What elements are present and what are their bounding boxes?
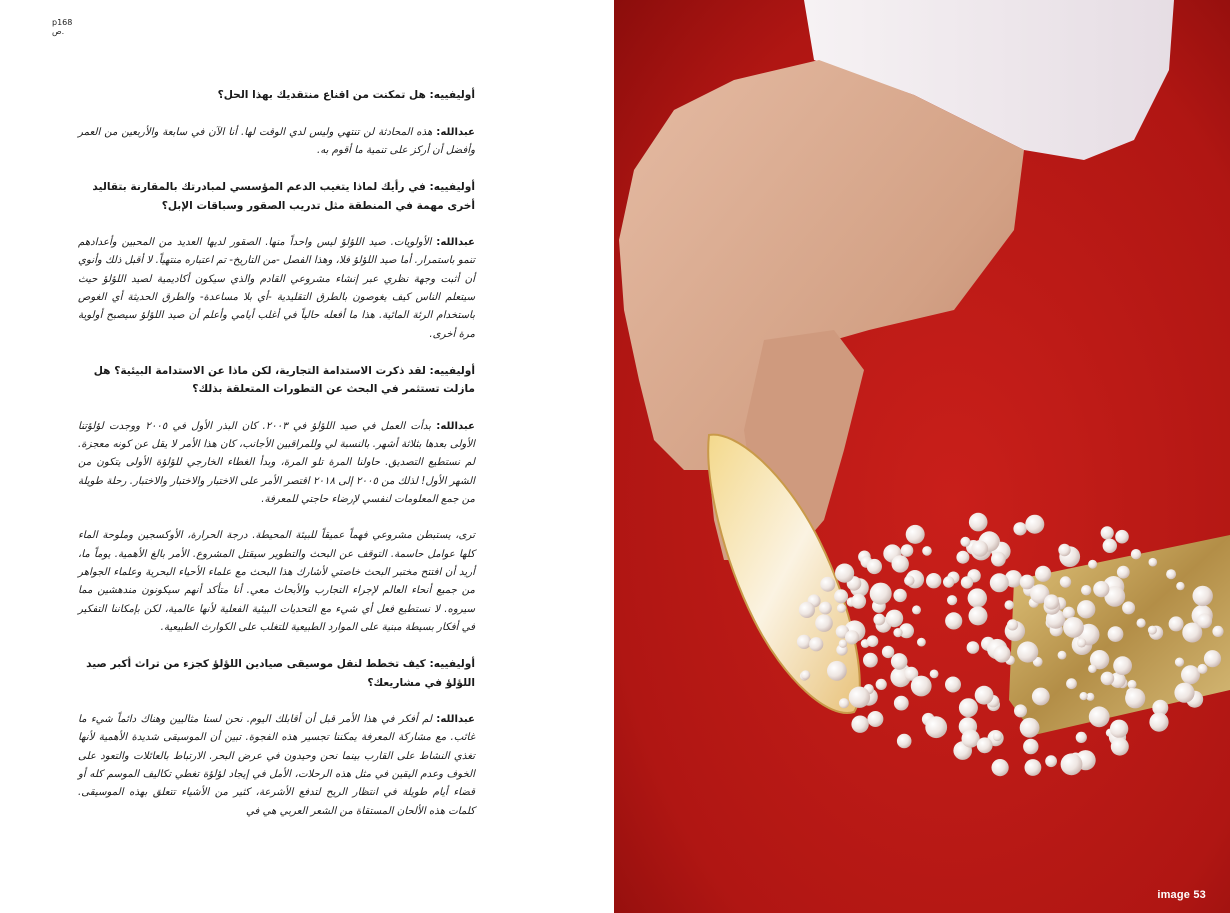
pearl	[845, 630, 859, 644]
paragraph-text: الأولويات. صيد اللؤلؤ ليس واحداً منها. الصقور لديها العديد من المحبين وأعدادهم تنمو باستمرار. أما صيد اللؤلؤ فلا، وهذا الفصل -من التاريخ- تم اعتباره منتهياً. لا أقبل ذلك وأنوي أن أثبت وجهة نظري عبر إنشاء مشروعي القادم والذي سيكون أكاديمية لصيد اللؤلؤ حيث سيتعلم الناس كيف يغوصون بالطرق التقليدية -أي بلا مساعدة- والطرق الحديثة أي الغوص باستخدام الرئة المائية. هذا ما أفعله حالياً في أغلب أيامي وأعلم أن صيد اللؤلؤ سيصبح أولوية مرة أخرى.	[78, 237, 475, 340]
pearl	[1148, 626, 1157, 635]
pearl	[990, 573, 1009, 592]
pearl	[1115, 530, 1129, 544]
pearl	[820, 577, 835, 592]
pearl	[922, 546, 932, 556]
pearl	[901, 544, 914, 557]
pearl	[925, 716, 947, 738]
pearl	[1108, 626, 1124, 642]
pearl	[870, 583, 892, 605]
interview-answer	[78, 234, 475, 344]
pearl	[819, 602, 832, 615]
pearl	[904, 575, 914, 585]
pearl	[1176, 582, 1184, 590]
pearl	[992, 759, 1009, 776]
pearl	[1122, 601, 1135, 614]
pearl	[1117, 566, 1130, 579]
pearl	[926, 573, 941, 588]
pearl	[867, 559, 882, 574]
pearl	[801, 670, 810, 679]
interview-text	[78, 86, 475, 839]
pearl	[809, 637, 823, 651]
pearl	[1014, 704, 1027, 717]
paragraph-text: أوليفييه: كيف تخطط لنقل موسيقى صيادين اللؤلؤ كجزء من تراث أكبر صيد اللؤلؤ في مشاريعك؟	[86, 658, 475, 689]
pearl	[851, 594, 866, 609]
pearl-photo-illustration	[614, 0, 1230, 913]
pearl	[839, 698, 849, 708]
pearl	[867, 635, 879, 647]
pearl	[1212, 626, 1223, 637]
pearl	[1045, 755, 1057, 767]
pearl	[975, 686, 994, 705]
pearl	[1111, 738, 1129, 756]
pearl	[968, 588, 987, 607]
pearl	[930, 670, 939, 679]
pearl	[1058, 544, 1070, 556]
pearl	[876, 679, 887, 690]
pearl	[1077, 600, 1095, 618]
pearl	[1103, 539, 1117, 553]
interview-answer	[78, 124, 475, 161]
page-number	[52, 18, 72, 36]
pearl	[1110, 720, 1128, 738]
pearl	[1093, 581, 1109, 597]
paragraph-text: بدأت العمل في صيد اللؤلؤ في ٢٠٠٣. كان البذر الأول في ٢٠٠٥ ووجدت لؤلؤتنا الأولى بعدها بثلاثة أشهر. بالنسبة لي وللمراقبين الأجانب، كان هذا الأمر لا يقل عن كونه معجزة. لم نستطيع التصديق. حاولنا المرة تلو المرة، وبدأ الغطاء الخارجي للؤلؤة الأولى يتكون من الشهر الأول! لذلك من ٢٠٠٥ إلى ٢٠١٨ اقتصر الأمر على الاختبار والاختبار والاختبار. رحلة طويلة من جمع المعلومات لنفسي لإرضاء حاجتي للمعرفة.	[78, 420, 475, 506]
photo-caption: image 53	[1157, 889, 1206, 901]
pearl	[1149, 558, 1158, 567]
pearl	[1125, 688, 1145, 708]
interview-question	[78, 178, 475, 215]
interview-question	[78, 86, 475, 105]
pearl	[1005, 600, 1014, 609]
pearl	[959, 698, 978, 717]
pearl	[917, 638, 926, 647]
pearl	[1101, 526, 1114, 539]
pearl	[906, 525, 925, 544]
pearl	[993, 732, 1002, 741]
pearl	[1088, 664, 1097, 673]
pearl	[991, 552, 1006, 567]
pearl	[1060, 576, 1071, 587]
pearl	[1032, 688, 1050, 706]
speaker-label: عبدالله:	[436, 714, 475, 726]
paragraph-text: ترى، يستبطن مشروعي فهماً عميقاً للبيئة المحيطة. درجة الحرارة، الأوكسجين وملوحة الماء كلها عوامل حاسمة. التوقف عن البحث والتطوير سيقتل المشروع. الأمر بالغ الأهمية. يوماً ما، أريد أن افتتح مختبر البحث خاصتي لأشارك هذا البحث مع علماء الأحياء البحرية وعلماء الجواهر من جميع أنحاء العالم لإجراء التجارب والأبحاث معي. أنا متأكد أنهم سيكونون مندهشين مما سيروه. لا نستطيع فعل أي شيء مع التحديات البيئية الفعلية لأنها عالمية، لكن بإمكاننا التفكير في أفكار بسيطة مبنية على الموارد الطبيعية للتغلب على الكوارث الطبيعية.	[78, 530, 475, 633]
pearl	[799, 602, 815, 618]
pearl	[892, 555, 909, 572]
left-page	[0, 0, 614, 913]
page-number-arabic: ص.	[52, 27, 65, 36]
pearl	[977, 737, 993, 753]
pearl	[839, 640, 847, 648]
paragraph-text: لم أفكر في هذا الأمر قبل أن أقابلك اليوم. نحن لسنا مثاليين وهناك دائماً شيء ما غائب. مع مشاركة المعرفة يمكننا تجسير هذه الفجوة. تبين أن الموسيقى شديدة الأهمية لأنها تغذي النشاط على القارب بينما نحن وحيدون في عرض البحر. الارتباط بالعائلات والتعود على الخوف وعدم اليقين في مثل هذه الرحلات، الأمل في إيجاد لؤلؤة تغطي تكاليف الموسم كله أو قضاء أيام طويلة في انتظار الريح لتدفع الأشرعة، كثير من الأشياء تتعلق بهذه الموسيقى. كلمات هذه الألحان المستقاة من الشعر العربي هي في	[78, 714, 475, 817]
pearl	[1023, 739, 1038, 754]
pearl	[1198, 664, 1208, 674]
pearl	[1113, 656, 1132, 675]
pearl	[1169, 616, 1184, 631]
pearl	[1181, 665, 1200, 684]
pearl	[863, 653, 878, 668]
pearl	[827, 661, 847, 681]
pearl	[1076, 732, 1087, 743]
pearl	[851, 716, 868, 733]
pearl	[897, 734, 912, 749]
interview-question	[78, 362, 475, 399]
pearl-photo	[614, 0, 1230, 913]
pearl	[815, 614, 833, 632]
pearl	[849, 687, 870, 708]
pearl	[947, 595, 957, 605]
pearl	[1204, 650, 1221, 667]
pearl	[1025, 515, 1044, 534]
pearl	[1044, 594, 1059, 609]
pearl	[1088, 560, 1097, 569]
pearl	[1174, 683, 1194, 703]
pearl	[972, 541, 988, 557]
pearl	[1166, 569, 1176, 579]
pearl	[993, 645, 1010, 662]
interview-answer	[78, 711, 475, 821]
pearl	[1058, 651, 1067, 660]
pearl	[1066, 678, 1077, 689]
pearl	[945, 677, 961, 693]
pearl	[1035, 566, 1051, 582]
pearl	[1175, 658, 1184, 667]
pearl	[1193, 586, 1213, 606]
paragraph-text: أوليفييه: في رأيك لماذا يتغيب الدعم المؤسسي لمبادرتك بالمقارنة بتقاليد أخرى مهمة في المنطقة مثل تدريب الصقور وسباقات الإبل؟	[92, 181, 475, 212]
pearl	[912, 605, 921, 614]
pearl	[967, 641, 980, 654]
speaker-label: عبدالله:	[436, 420, 475, 432]
interview-answer	[78, 418, 475, 509]
pearl	[893, 628, 902, 637]
pearl	[1063, 607, 1075, 619]
pearl	[835, 564, 854, 583]
interview-answer	[78, 527, 475, 637]
pearl	[1013, 522, 1026, 535]
interview-question	[78, 655, 475, 692]
pearl	[1063, 617, 1084, 638]
pearl	[1007, 619, 1018, 630]
pearl	[956, 551, 969, 564]
pearl	[891, 653, 908, 670]
page-number-latin: p168	[52, 18, 73, 27]
pearl	[1128, 680, 1137, 689]
pearl	[1197, 613, 1212, 628]
pearl	[1131, 549, 1141, 559]
pearl	[1149, 713, 1168, 732]
pearl	[1137, 618, 1146, 627]
speaker-label: عبدالله:	[436, 237, 475, 249]
pearl	[1081, 585, 1091, 595]
speaker-label: عبدالله:	[436, 126, 475, 138]
pearl	[867, 711, 883, 727]
pearl	[1017, 641, 1038, 662]
pearl	[837, 604, 846, 613]
pearl	[797, 635, 811, 649]
pearl	[1077, 638, 1086, 647]
pearl	[961, 576, 973, 588]
pearl	[1089, 706, 1110, 727]
pearl	[943, 576, 954, 587]
pearl	[1101, 672, 1115, 686]
pearl	[1080, 692, 1088, 700]
pearl	[886, 610, 904, 628]
pearl	[882, 646, 894, 658]
pearl	[894, 696, 909, 711]
pearl	[911, 676, 932, 697]
pearl	[873, 614, 885, 626]
pearl	[893, 589, 906, 602]
pearl	[969, 513, 988, 532]
pearl	[945, 612, 962, 629]
pearl	[1025, 759, 1042, 776]
paragraph-text: أوليفييه: لقد ذكرت الاستدامة التجارية، لكن ماذا عن الاستدامة البيئية؟ هل مازلت تستثمر في البحث عن التطورات المتعلقة بذلك؟	[93, 364, 475, 396]
pearl	[969, 606, 988, 625]
pearl	[834, 589, 848, 603]
pearl	[1020, 718, 1040, 738]
pearl	[1061, 753, 1083, 775]
paragraph-text: هذه المحادثة لن تنتهي وليس لدي الوقت لها. أنا الآن في سابعة والأربعين من العمر وأفضل أن أركز على تنمية ما أقوم به.	[78, 126, 475, 156]
pearl	[1020, 575, 1035, 590]
pearl	[960, 537, 970, 547]
paragraph-text: أوليفييه: هل تمكنت من اقناع منتقديك بهذا الحل؟	[217, 89, 475, 101]
